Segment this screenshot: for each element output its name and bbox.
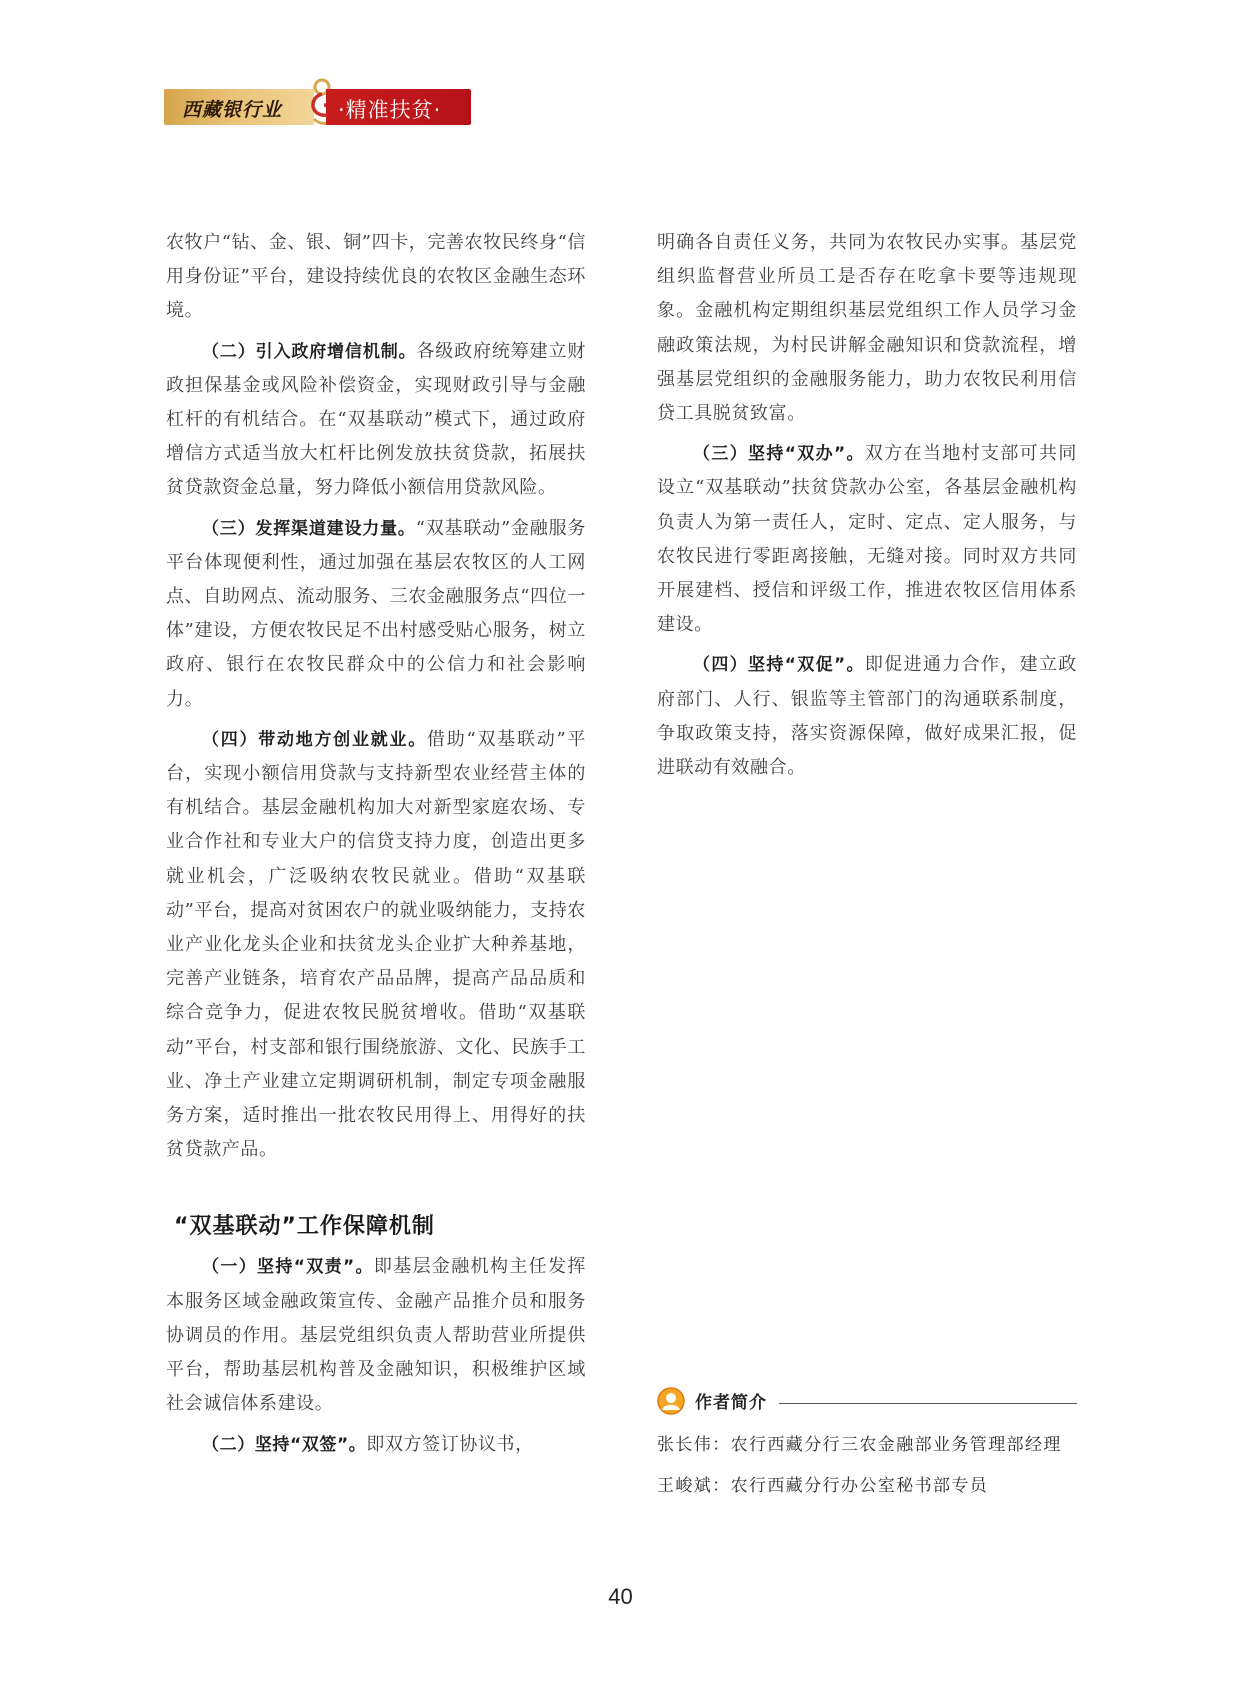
section-heading: “双基联动”工作保障机制 bbox=[174, 1214, 435, 1240]
paragraph-text: 双方在当地村支部可共同设立“双基联动”扶贫贷款办公室，各基层金融机构负责人为第一责任人，定时、定点、定人服务，与农牧民进行零距离接触，无缝对接。同时双方共同开展建档、授信和评级工作，推进农牧区信用体系建设。 bbox=[657, 443, 1077, 636]
paragraph-text: 即基层金融机构主任发挥本服务区域金融政策宣传、金融产品推介员和服务协调员的作用。基层党组织负责人帮助营业所提供平台，帮助基层机构普及金融知识，积极维护区域社会诚信体系建设。 bbox=[166, 1256, 586, 1415]
paragraph bbox=[166, 723, 586, 1168]
brand-plate bbox=[164, 89, 314, 125]
person-icon bbox=[657, 1387, 685, 1415]
paragraph-lead: （三）发挥渠道建设力量。 bbox=[202, 518, 416, 539]
author-entry: 王峻斌：农行西藏分行办公室秘书部专员 bbox=[657, 1476, 989, 1496]
section-plate bbox=[326, 89, 471, 125]
paragraph: 明确各自责任义务，共同为农牧民办实事。基层党组织监督营业所员工是否存在吃拿卡要等违规现象。金融机构定期组织基层党组织工作人员学习金融政策法规，为村民讲解金融知识和贷款流程，增强基层党组织的金融服务能力，助力农牧民利用信贷工具脱贫致富。 bbox=[657, 232, 1077, 425]
paragraph-lead: （二）坚持“双签”。 bbox=[202, 1434, 367, 1455]
page-number: 40 bbox=[608, 1584, 633, 1609]
paragraph-lead: （四）坚持“双促”。 bbox=[693, 655, 865, 676]
right-column bbox=[657, 226, 1077, 791]
author-title: 作者简介 bbox=[695, 1393, 767, 1413]
header-banner bbox=[164, 89, 471, 125]
paragraph-text: 即双方签订协议书， bbox=[366, 1433, 534, 1455]
paragraph-lead: （四）带动地方创业就业。 bbox=[202, 729, 427, 750]
paragraph bbox=[166, 512, 586, 717]
paragraph bbox=[657, 648, 1077, 785]
paragraph-lead: （一）坚持“双责”。 bbox=[202, 1257, 374, 1278]
paragraph bbox=[166, 1428, 586, 1462]
paragraph bbox=[166, 335, 586, 506]
paragraph-text: 借助“双基联动”平台，实现小额信用贷款与支持新型农业经营主体的有机结合。基层金融机构加大对新型家庭农场、专业合作社和专业大户的信贷支持力度，创造出更多就业机会，广泛吸纳农牧民就业。借助“双基联动”平台，提高对贫困农户的就业吸纳能力，支持农业产业化龙头企业和扶贫龙头企业扩大种养基地，完善产业链条，培育农产品品牌，提高产品品质和综合竞争力，促进农牧民脱贫增收。借助“双基联动”平台，村支部和银行围绕旅游、文化、民族手工业、净土产业建立定期调研机制，制定专项金融服务方案，适时推出一批农牧民用得上、用得好的扶贫贷款产品。 bbox=[166, 728, 586, 1161]
author-box bbox=[657, 1385, 1077, 1501]
author-entry: 张长伟：农行西藏分行三农金融部业务管理部经理 bbox=[657, 1435, 1062, 1455]
paragraph-lead: （三）坚持“双办”。 bbox=[693, 444, 865, 465]
paragraph bbox=[166, 1250, 586, 1421]
paragraph-text: 即促进通力合作，建立政府部门、人行、银监等主管部门的沟通联系制度，争取政策支持，落实资源保障，做好成果汇报，促进联动有效融合。 bbox=[657, 654, 1077, 779]
paragraph-text: “双基联动”金融服务平台体现便利性，通过加强在基层农牧区的人工网点、自助网点、流动服务、三农金融服务点“四位一体”建设，方便农牧民足不出村感受贴心服务，树立政府、银行在农牧民群众中的公信力和社会影响力。 bbox=[166, 517, 587, 710]
paragraph-lead: （二）引入政府增信机制。 bbox=[202, 341, 417, 362]
paragraph-text: 各级政府统筹建立财政担保基金或风险补偿资金，实现财政引导与金融杠杆的有机结合。在“双基联动”模式下，通过政府增信方式适当放大杠杆比例发放扶贫贷款，拓展扶贫贷款资金总量，努力降低小额信用贷款风险。 bbox=[166, 340, 586, 499]
section-text: ·精准扶贫· bbox=[338, 98, 442, 122]
left-column bbox=[166, 226, 586, 1468]
paragraph: 农牧户“钻、金、银、铜”四卡，完善农牧民终身“信用身份证”平台，建设持续优良的农牧区金融生态环境。 bbox=[166, 232, 587, 322]
paragraph bbox=[657, 437, 1077, 642]
author-header bbox=[657, 1385, 1077, 1419]
divider bbox=[779, 1403, 1077, 1404]
brand-text: 西藏银行业 bbox=[182, 99, 283, 121]
